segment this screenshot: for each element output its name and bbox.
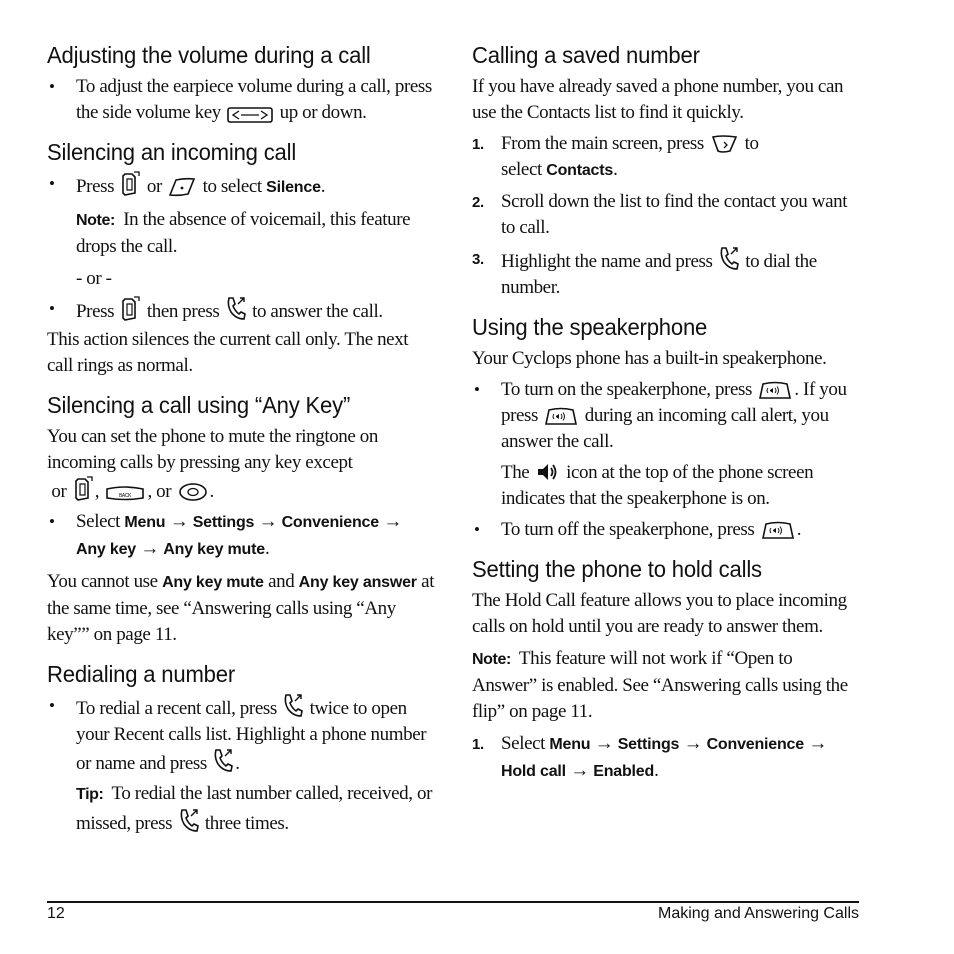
heading-any-key: Silencing a call using “Any Key”: [47, 392, 351, 418]
hold-calls-note: Note: This feature will not work if “Open to Answer” is enabled. See “Answering calls using the flip” on page 11.: [472, 648, 848, 722]
hold-calls-intro: The Hold Call feature allows you to place incoming calls on hold until you are ready to answer them.: [472, 590, 847, 637]
note-silence: Note: In the absence of voicemail, this feature drops the call.: [76, 209, 411, 257]
bullet-adjust-volume: • To adjust the earpiece volume during a call, press the side volume key up or down.: [47, 74, 435, 126]
speaker-key-icon: [758, 380, 792, 400]
bullet-redial: • To redial a recent call, press twice to open your Recent calls list. Highlight a phone number or name and press .: [47, 693, 435, 777]
section-adjust-volume: [47, 40, 435, 126]
or-text: - or -: [76, 268, 112, 289]
calling-saved-step-1: 1. From the main screen, press to select Contacts.: [472, 133, 759, 180]
bullet-speaker-off: • To turn off the speakerphone, press .: [472, 517, 860, 543]
end-key-icon: [120, 171, 140, 197]
calling-saved-intro: If you have already saved a phone number, you can use the Contacts list to find it quickly.: [472, 76, 844, 123]
any-key-intro: You can set the phone to mute the ringtone on incoming calls by pressing any key except or , , or .: [47, 426, 378, 502]
back-key-icon: [105, 484, 145, 502]
bullet-silence-answer: • Press then press to answer the call.: [47, 296, 435, 325]
heading-redial: Redialing a number: [47, 661, 236, 687]
section-redial: [47, 659, 435, 837]
right-column: [472, 40, 860, 785]
heading-calling-saved: Calling a saved number: [472, 42, 700, 68]
speakerphone-intro: Your Cyclops phone has a built-in speakerphone.: [472, 348, 827, 369]
heading-hold-calls: Setting the phone to hold calls: [472, 556, 762, 582]
end-key-icon: [73, 476, 93, 502]
send-key-icon: [283, 693, 303, 719]
speaker-status-note: The icon at the top of the phone screen indicates that the speakerphone is on.: [501, 462, 814, 509]
send-key-icon: [226, 296, 246, 322]
page-number: 12: [47, 905, 65, 922]
section-hold-calls: [472, 554, 860, 785]
heading-speakerphone: Using the speakerphone: [472, 314, 708, 340]
send-key-icon: [213, 748, 233, 774]
chapter-title: Making and Answering Calls: [658, 905, 859, 922]
silence-closing: This action silences the current call only. The next call rings as normal.: [47, 329, 409, 376]
left-column: [47, 40, 435, 837]
footer-divider: [47, 901, 859, 903]
end-key-icon: [120, 296, 140, 322]
section-calling-saved: [472, 40, 860, 301]
bullet-silence-press: • Press or to select Silence.: [47, 171, 435, 201]
calling-saved-step-3: 3. Highlight the name and press to dial the number.: [472, 246, 860, 301]
bullet-any-key-path: • Select Menu → Settings → Convenience → Any key → Any key mute.: [47, 509, 435, 563]
bullet-speaker-on: • To turn on the speakerphone, press . If you press during an incoming call alert, you answer the call.: [472, 377, 860, 455]
section-any-key: [47, 390, 435, 648]
speaker-key-icon: [761, 520, 795, 540]
hold-calls-step-1: 1. Select Menu → Settings → Convenience → Hold call → Enabled.: [472, 733, 827, 781]
left-softkey-icon: [710, 134, 738, 154]
right-softkey-icon: [168, 177, 196, 197]
speaker-key-icon: [544, 406, 578, 426]
heading-silence-incoming: Silencing an incoming call: [47, 139, 297, 165]
volume-key-icon: [227, 107, 273, 123]
heading-adjust-volume: Adjusting the volume during a call: [47, 42, 371, 68]
section-silence-incoming: [47, 137, 435, 379]
send-key-icon: [719, 246, 739, 272]
send-key-icon: [179, 808, 199, 834]
navigation-key-icon: [178, 482, 208, 502]
tip-redial: Tip: To redial the last number called, received, or missed, press three times.: [76, 783, 432, 834]
any-key-cannot-use: You cannot use Any key mute and Any key answer at the same time, see “Answering calls using “Any key”” on page 11.: [47, 571, 435, 645]
calling-saved-step-2: 2. Scroll down the list to find the contact you want to call.: [472, 191, 848, 238]
speaker-status-icon: [536, 461, 560, 483]
section-speakerphone: [472, 312, 860, 543]
